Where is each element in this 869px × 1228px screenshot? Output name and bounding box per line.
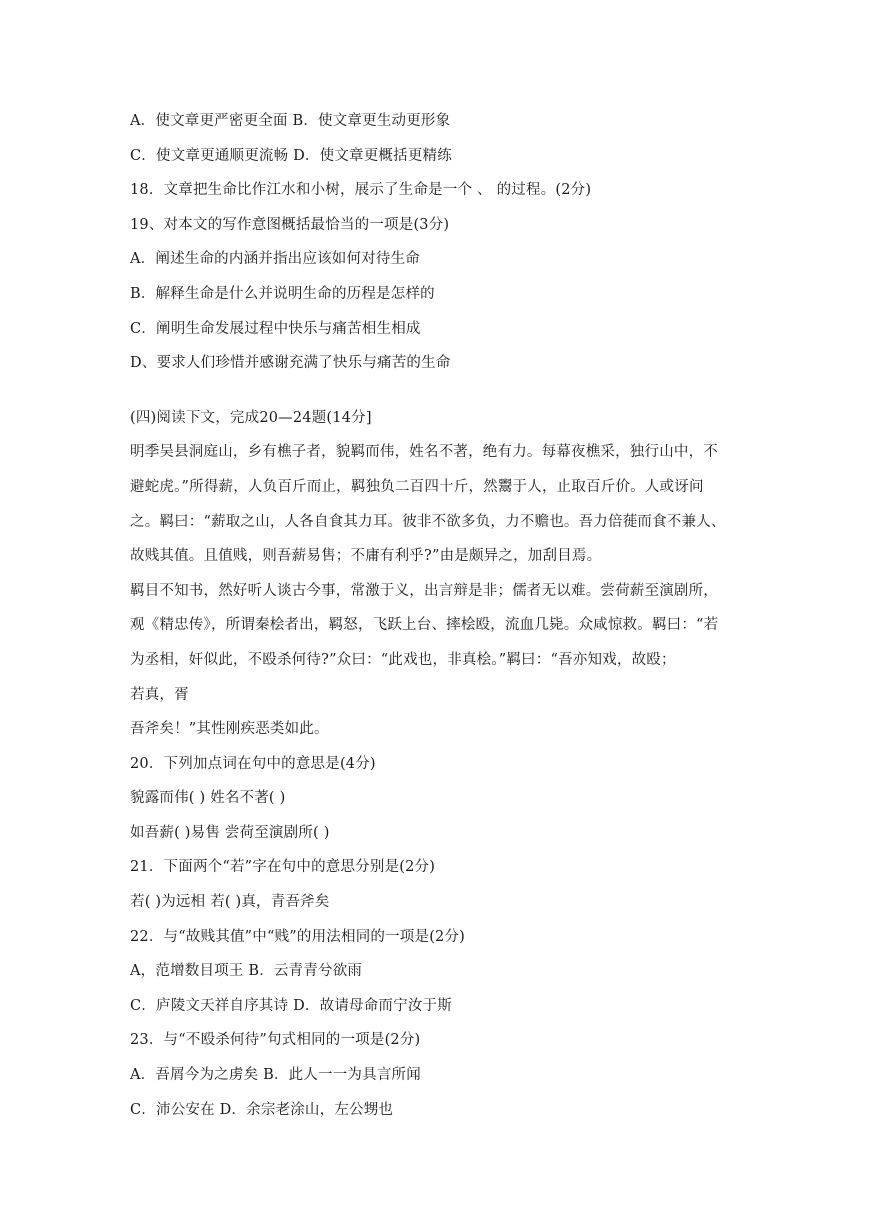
passage-line: 羁目不知书，然好听人谈古今事，常激于义，出言辩是非；儒者无以难。尝荷薪至演剧所， <box>130 582 718 599</box>
section-4-heading: (四)阅读下文，完成20—24题(14分] <box>130 409 372 426</box>
q17-options-ab: A．使文章更严密更全面 B．使文章更生动更形象 <box>130 113 451 129</box>
q23-options-cd: C．沛公安在 D．余宗老涂山，左公甥也 <box>130 1101 394 1118</box>
q22-stem: 22．与“故贱其值”中“贱”的用法相同的一项是(2分) <box>130 928 466 945</box>
q20-stem: 20．下列加点词在句中的意思是(4分) <box>130 755 376 772</box>
q22-options-cd: C．庐陵文天祥自序其诗 D．故请母命而宁汝于斯 <box>130 997 452 1014</box>
section-4 <box>130 401 750 1127</box>
q21-stem: 21．下面两个“若”字在句中的意思分别是(2分) <box>130 859 436 876</box>
passage-line: 吾斧矣！”其性刚疾恶类如此。 <box>130 721 329 738</box>
passage-line: 为丞相，奸似此，不殴杀何待?”众曰：“此戏也，非真桧。”羁曰：“吾亦知戏，故殴； <box>130 651 676 668</box>
q23-stem: 23．与“不殴杀何待”句式相同的一项是(2分) <box>130 1032 421 1049</box>
q19-option-a: A．阐述生命的内涵并指出应该如何对待生命 <box>130 251 420 268</box>
q18-stem: 18．文章把生命比作江水和小树，展示了生命是一个 、 的过程。(2分) <box>130 182 592 199</box>
q20-blanks-2: 如吾薪( )易售 尝荷至演剧所( ) <box>130 824 330 841</box>
q19-stem: 19、对本文的写作意图概括最恰当的一项是(3分) <box>130 216 450 233</box>
q21-blanks: 若( )为远相 若( )真，青吾斧矣 <box>130 894 330 911</box>
q19-option-b: B．解释生命是什么并说明生命的历程是怎样的 <box>130 285 435 302</box>
q17-options-cd: C．使文章更通顺更流畅 D．使文章更概括更精练 <box>130 147 452 164</box>
q23-options-ab: A．吾屑今为之虏矣 B．此人一一为具言所闻 <box>130 1067 421 1084</box>
passage-line: 故贱其值。且值贱，则吾薪易售；不庸有利乎?”由是颇异之，加刮目焉。 <box>130 548 602 565</box>
passage-line: 若真，胥 <box>130 686 189 703</box>
passage-line: 之。羁曰：“薪取之山，人各自食其力耳。彼非不欲多负，力不赡也。吾力倍蓰而食不兼人、 <box>130 513 726 530</box>
q22-options-ab: A，范增数目项王 B．云青青兮欲雨 <box>130 963 363 980</box>
q20-blanks-1: 貌露而伟( ) 姓名不著( ) <box>130 790 286 807</box>
question-block-17-19 <box>130 104 750 381</box>
passage-line: 明季吴县洞庭山，乡有樵子者，貌羁而伟，姓名不著，绝有力。每幕夜樵采，独行山中，不 <box>130 444 718 461</box>
document-page <box>130 104 750 1127</box>
passage-line: 避蛇虎。”所得薪，人负百斤而止，羁独负二百四十斤，然鬻于人，止取百斤价。人或讶问 <box>130 478 704 495</box>
q19-option-c: C．阐明生命发展过程中快乐与痛苦相生相成 <box>130 320 421 337</box>
q19-option-d: D、要求人们珍惜并感谢充满了快乐与痛苦的生命 <box>130 355 451 372</box>
section-gap <box>130 381 750 401</box>
passage-line: 观《精忠传》，所谓秦桧者出，羁怒，飞跃上台、摔桧殴，流血几毙。众咸惊救。羁曰：“若 <box>130 617 719 634</box>
